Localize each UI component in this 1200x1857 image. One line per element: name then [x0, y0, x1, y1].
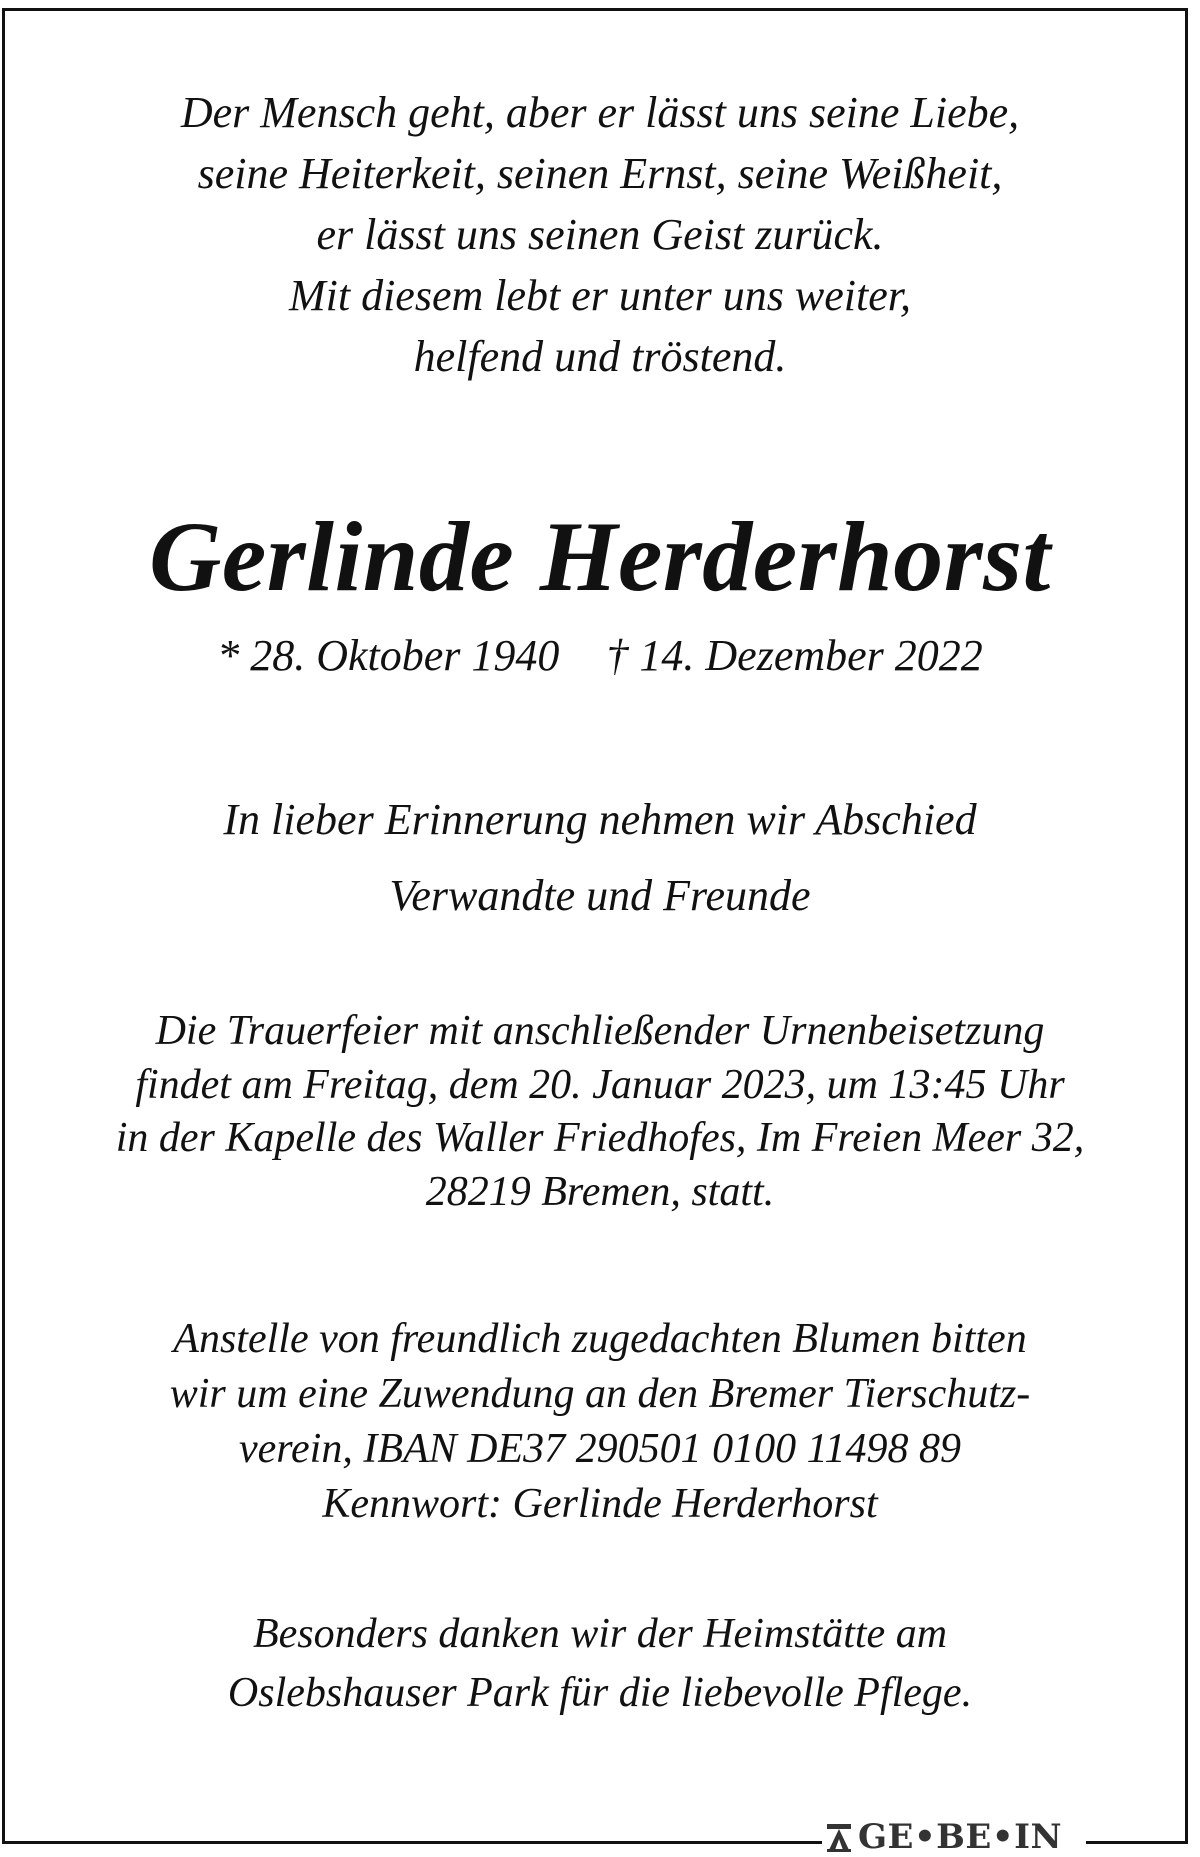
- donation-line: Anstelle von freundlich zugedachten Blumen bitten: [173, 1316, 1027, 1362]
- death-date: † 14. Dezember 2022: [606, 631, 983, 680]
- quote-line: Mit diesem lebt er unter uns weiter,: [288, 271, 911, 320]
- gebein-building-icon: [826, 1822, 852, 1852]
- thanks-line: Besonders danken wir der Heimstätte am: [252, 1611, 948, 1657]
- thanks-line: Oslebshauser Park für die liebevolle Pflege.: [227, 1670, 973, 1716]
- quote-line: er lässt uns seinen Geist zurück.: [316, 210, 884, 259]
- ceremony-details: [60, 1005, 1140, 1219]
- donation-request: [60, 1312, 1140, 1532]
- donation-line: wir um eine Zuwendung an den Bremer Tierschutz-: [169, 1371, 1031, 1417]
- ceremony-line: findet am Freitag, dem 20. Januar 2023, um 13:45 Uhr: [135, 1061, 1065, 1108]
- life-dates: [60, 628, 1140, 684]
- donation-line: verein, IBAN DE37 290501 0100 11498 89: [238, 1426, 962, 1472]
- publisher-logo-text: GE•BE•IN: [858, 1817, 1063, 1857]
- ceremony-line: 28219 Bremen, statt.: [425, 1168, 775, 1215]
- farewell-section: [60, 782, 1140, 934]
- mourners: Verwandte und Freunde: [389, 871, 811, 920]
- deceased-name: Gerlinde Herderhorst: [149, 501, 1051, 612]
- ceremony-line: in der Kapelle des Waller Friedhofes, Im Freien Meer 32,: [115, 1115, 1085, 1161]
- thanks-note: [60, 1605, 1140, 1723]
- memorial-quote: [60, 82, 1140, 387]
- quote-line: helfend und tröstend.: [413, 332, 787, 381]
- farewell-text: In lieber Erinnerung nehmen wir Abschied: [223, 795, 977, 844]
- quote-line: seine Heiterkeit, seinen Ernst, seine Weißheit,: [197, 149, 1003, 198]
- donation-line: Kennwort: Gerlinde Herderhorst: [322, 1481, 878, 1527]
- publisher-logo: [822, 1818, 1086, 1856]
- birth-date: * 28. Oktober 1940: [217, 631, 560, 680]
- quote-line: Der Mensch geht, aber er lässt uns seine Liebe,: [180, 88, 1020, 137]
- ceremony-line: Die Trauerfeier mit anschließender Urnenbeisetzung: [155, 1008, 1045, 1054]
